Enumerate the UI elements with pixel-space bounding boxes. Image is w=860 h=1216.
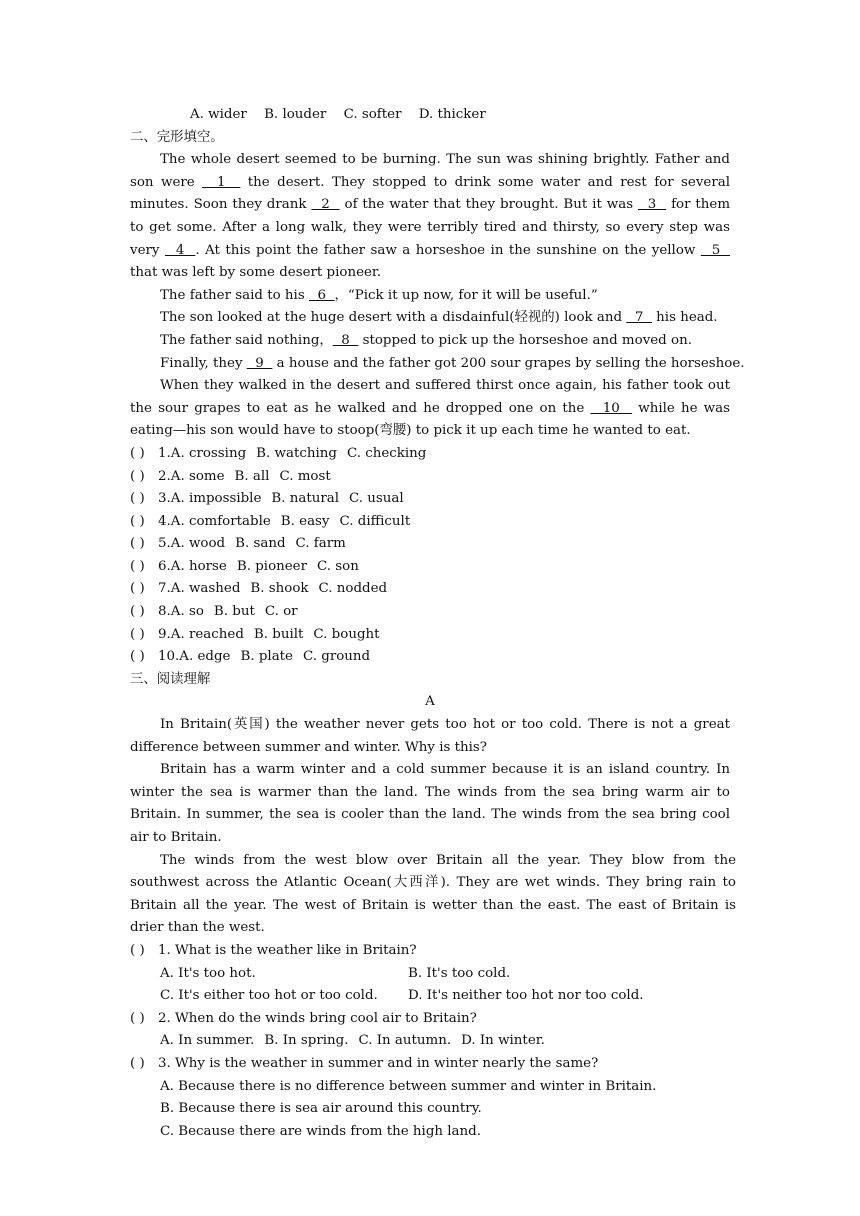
passage-label: A [425,694,435,710]
cloze-paragraph-6: When they walked in the desert and suffered thirst once again, his father took out the sour grapes to eat as he walked and he dropped one on the 10 while he was eating—his son would have to stoop(弯腰) to pick it up each time he wanted to eat. [130,378,730,439]
answer-slot[interactable]: ( ) [130,1010,145,1026]
cloze-question-2: ( ) 2.A. some B. all C. most [130,466,730,489]
blank-1: 1 [202,174,241,190]
reading-question-2: ( ) 2. When do the winds bring cool air to Britain? A. In summer. B. In spring. C. In autumn. D. In winter. [130,1008,730,1053]
cloze-question-8: ( ) 8.A. so B. but C. or [130,601,730,624]
blank-8: 8 [332,332,359,348]
cloze-question-7: ( ) 7.A. washed B. shook C. nodded [130,578,730,601]
answer-slot[interactable]: ( ) [130,513,145,529]
option-d: D. thicker [418,107,486,122]
cloze-question-6: ( ) 6.A. horse B. pioneer C. son [130,556,730,579]
cloze-paragraph-5: Finally, they 9 a house and the father got 200 sour grapes by selling the horseshoe. [160,355,745,371]
answer-slot[interactable]: ( ) [130,1055,145,1071]
reading-question-3: ( ) 3. Why is the weather in summer and in winter nearly the same? A. Because there is no difference between summer and winter in Britain. B. Because there is sea air around this country. C. Because there are winds from the high land. [130,1053,730,1143]
reading-question-1: ( ) 1. What is the weather like in Britain? A. It's too hot. B. It's too cold. C. It's either too hot or too cold. D. It's neither too hot nor too cold. [130,940,730,1008]
answer-slot[interactable]: ( ) [130,626,145,642]
cloze-question-3: ( ) 3.A. impossible B. natural C. usual [130,488,730,511]
cloze-question-5: ( ) 5.A. wood B. sand C. farm [130,533,730,556]
cloze-question-4: ( ) 4.A. comfortable B. easy C. difficult [130,511,730,534]
cloze-paragraph-4: The father said nothing， 8 stopped to pick up the horseshoe and moved on. [160,332,692,348]
cloze-paragraph-1: The whole desert seemed to be burning. The sun was shining brightly. Father and son were 1 the desert. They stopped to drink some water and rest for several minutes. Soon they drank 2 of the water that they brought. But it was 3 for them to get some. After a long walk, they were terribly tired and thirsty, so every step was very 4 . At this point the father saw a horseshoe in the sunshine on the yellow 5 that was left by some desert pioneer. [130,152,731,281]
option-a: A. wider [190,107,247,122]
blank-4: 4 [164,242,196,258]
blank-7: 7 [626,310,652,326]
answer-slot[interactable]: ( ) [130,649,145,665]
blank-9: 9 [246,355,273,371]
cloze-paragraph-3: The son looked at the huge desert with a disdainful(轻视的) look and 7 his head. [160,310,718,326]
cloze-paragraph-2: The father said to his 6 ，“Pick it up now, for it will be useful.” [160,287,598,303]
answer-slot[interactable]: ( ) [130,581,145,597]
previous-question-options [130,104,730,127]
question-stem: 2. When do the winds bring cool air to Britain? [158,1010,477,1026]
answer-slot[interactable]: ( ) [130,445,145,461]
cloze-question-10: ( ) 10.A. edge B. plate C. ground [130,646,730,669]
section-heading-cloze: 二、完形填空。 [130,129,224,145]
answer-slot[interactable]: ( ) [130,468,145,484]
blank-10: 10 [590,400,633,416]
section-heading-reading: 三、阅读理解 [130,671,211,687]
question-stem: 1. What is the weather like in Britain? [158,942,417,958]
answer-slot[interactable]: ( ) [130,604,145,620]
reading-paragraph-2: Britain has a warm winter and a cold summer because it is an island country. In winter the sea is warmer than the land. The winds from the sea bring warm air to Britain. In summer, the sea is cooler than the land. The winds from the sea bring cool air to Britain. [130,762,730,845]
answer-slot[interactable]: ( ) [130,536,145,552]
option-c: C. softer [343,107,402,122]
blank-5: 5 [700,242,731,258]
reading-paragraph-3: The winds from the west blow over Britain all the year. They blow from the southwest across the Atlantic Ocean(大西洋). They are wet winds. They bring rain to Britain all the year. The west of Britain is wetter than the east. The east of Britain is drier than the west. [130,852,736,936]
answer-slot[interactable]: ( ) [130,942,145,958]
answer-slot[interactable]: ( ) [130,491,145,507]
cloze-question-9: ( ) 9.A. reached B. built C. bought [130,624,730,647]
worksheet-page [130,104,745,1143]
blank-3: 3 [637,197,667,213]
cloze-question-1: ( ) 1.A. crossing B. watching C. checking [130,443,730,466]
cloze-questions [130,443,730,669]
blank-6: 6 [308,287,335,303]
question-stem: 3. Why is the weather in summer and in winter nearly the same? [158,1055,599,1071]
option-b: B. louder [264,107,327,122]
reading-paragraph-1: In Britain(英国) the weather never gets too hot or too cold. There is not a great difference between summer and winter. Why is this? [130,717,730,755]
blank-2: 2 [311,197,340,213]
answer-slot[interactable]: ( ) [130,558,145,574]
